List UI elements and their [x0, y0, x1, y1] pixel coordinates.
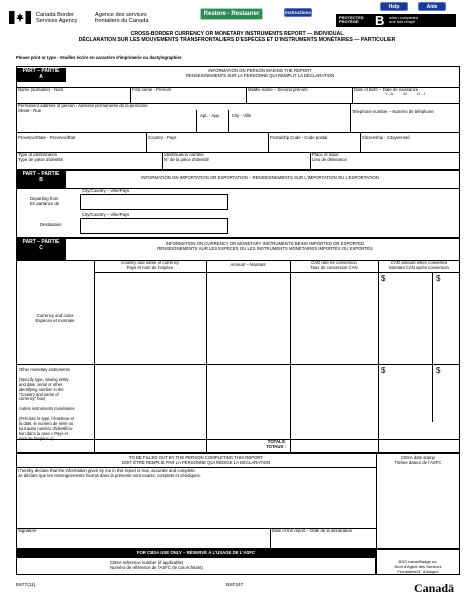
col-country-header: Country and name of currency Pays et nom de l'espèce	[121, 260, 179, 270]
street-field[interactable]	[18, 120, 194, 129]
destination-city-country-label: City/Country – Ville/Pays	[82, 212, 130, 217]
destination-label: Destination	[40, 222, 62, 227]
first-name-field[interactable]	[132, 95, 242, 102]
phone-field[interactable]	[352, 120, 458, 129]
form-title-fr: DÉCLARATION SUR LES MOUVEMENTS TRANSFRONTALIERS D'ESPÈCES ET D'INSTRUMENTS MONÉTAIRES — PARTICULIER	[78, 37, 396, 43]
cbsa-use-heading: FOR CBSA USE ONLY – RÉSERVÉ À L'USAGE DE L'ASFC	[136, 550, 256, 555]
cbsa-ref-field[interactable]	[250, 560, 372, 572]
other-dollar-sign: $	[381, 366, 386, 375]
help-button[interactable]: Help	[380, 2, 408, 11]
currency-dollar-sign-2: $	[436, 274, 441, 283]
currency-dollar-sign: $	[381, 274, 386, 283]
form-title-en: CROSS-BORDER CURRENCY OR MONETARY INSTRUMENTS REPORT — INDIVIDUAL	[130, 31, 344, 37]
departing-label: Departing from En partance de	[30, 196, 60, 206]
name-label: Name (surname) - Nom	[18, 87, 64, 92]
issue-place-field[interactable]	[312, 163, 458, 169]
protected-label: PROTECTED PROTÉGÉ	[339, 14, 364, 25]
part-a-label: PART – PARTIE A	[16, 68, 66, 82]
citizenship-field[interactable]	[362, 142, 458, 151]
other-country-field[interactable]	[96, 366, 204, 436]
protected-level: B	[375, 13, 385, 28]
surname-field[interactable]	[18, 95, 128, 102]
issue-place-label: Place of issue Lieu de délivrance	[312, 152, 347, 162]
agency-name-en: Canada Border Services Agency	[36, 12, 78, 25]
report-date-label: Date of the report – Date de la déclaration	[272, 528, 353, 533]
province-field[interactable]	[18, 142, 144, 151]
middle-name-label: Middle name – Second prénom	[248, 87, 308, 92]
cbsa-ref-label: CBSA reference number (if applicable) Numéro de référence de l'ASFC (le cas échéant)	[110, 560, 203, 570]
bso-label: BSO name/Badge no. Nom d'Agent des Services Frontaliers/N° d'insigne	[394, 559, 442, 574]
currency-country-field[interactable]	[96, 274, 204, 362]
protected-note: when completed une fois rempli	[389, 14, 419, 25]
declaration-heading: TO BE FILLED OUT BY THE PERSON COMPLETING THIS REPORT DOIT ÊTRE REMPLIE PAR LA PERSONNE QUI RÉDIGE LA DÉCLARATION	[121, 455, 271, 465]
currency-rate-field[interactable]	[292, 274, 376, 362]
part-b-heading: INFORMATION ON IMPORTATION OR EXPORTATION – RENSEIGNEMENTS SUR L'IMPORTATION OU L'EXPORTATION	[141, 175, 379, 180]
currency-amount-field[interactable]	[208, 274, 288, 362]
postal-field[interactable]	[270, 142, 358, 151]
province-label: Province/State - Province/État	[18, 135, 76, 140]
country-field[interactable]	[148, 142, 266, 151]
agency-name-fr: Agence des services frontaliers du Canada	[95, 12, 149, 25]
id-number-label: Identification number N° de la pièce d'identité	[164, 152, 210, 162]
phone-label: Telephone number – Numéro de téléphone	[352, 109, 434, 114]
aide-button[interactable]: Aide	[418, 2, 446, 11]
canada-wordmark: Canadä	[414, 581, 455, 595]
totals-field[interactable]	[380, 441, 458, 451]
other-amount-field[interactable]	[208, 366, 288, 436]
currency-label: Currency and coins Espèces et monnaie	[35, 313, 75, 323]
departing-field[interactable]	[80, 194, 228, 210]
part-b-label: PART – PARTIE B	[16, 170, 66, 188]
other-rate-field[interactable]	[292, 366, 376, 436]
totals-label: TOTALS: TOTAUX :	[266, 439, 286, 449]
city-label: City - Ville	[232, 113, 252, 118]
other-instruments-label: Other monetary instruments (Specify type, issuing entity and date, serial or other identifying number in the "Country and name of currency" box) Autres instruments monétaires (Précisez le type, l'émetteur et la date, le numéro de série ou tout autre numéro d'identifica- tion dans la case « Pays et nom de l'espèce »)	[19, 367, 75, 441]
form-number: E677(11)	[16, 583, 36, 588]
postal-label: Postal/Zip Code - Code postal	[270, 135, 328, 140]
col-cad-header: CAD amount when converted Montant CAN après conversion	[389, 260, 449, 270]
id-type-field[interactable]	[18, 163, 160, 169]
id-number-field[interactable]	[164, 163, 308, 169]
part-c-heading: INFORMATION ON CURRENCY OR MONETARY INSTRUMENTS BEING IMPORTED OR EXPORTED RENSEIGNEMENTS SUR LES ESPÈCES OU LES INSTRUMENTS MONÉTAIRES IMPORTÉS OU EXPORTÉS	[157, 241, 373, 251]
declaration-statement: I hereby declare that the information given by me in this report is true, accurate and complete. Je déclare que les renseignements fournis dans la présente sont exacts, complets et véridiques.	[18, 468, 201, 478]
citizenship-label: Citizenship - Citoyenneté	[362, 135, 410, 140]
protected-b-badge	[336, 14, 456, 27]
col-amount-header: Amount – Montant	[230, 262, 266, 267]
address-label: Permanent address of person - Adresse permanente de la personne Street - Rue	[18, 103, 148, 113]
part-c-label: PART – PARTIE C	[16, 238, 66, 260]
city-field[interactable]	[230, 120, 348, 129]
flag-icon	[9, 11, 31, 24]
apt-field[interactable]	[198, 120, 226, 129]
id-type-label: Type of identification Type de pièce d'identité	[18, 152, 64, 162]
restore-button[interactable]: Restore - Restaurer	[200, 8, 263, 20]
print-note: Please print or type - Veuillez écrire en caractère d'imprimerie ou dactylographier	[16, 55, 182, 60]
other-dollar-sign-2: $	[436, 366, 441, 375]
apt-label: Apt. - App.	[200, 113, 221, 118]
destination-field[interactable]	[80, 218, 228, 234]
dob-format: Y - A M D - J	[385, 92, 426, 96]
part-a-heading: INFORMATION ON PERSON MAKING THE REPORT RENSEIGNEMENTS SUR LA PERSONNE QUI REMPLIT LA DÉCLARATION	[185, 68, 335, 78]
report-date-field[interactable]	[272, 536, 374, 547]
cbsa-date-stamp-label: CBSA date stamp Timbre dateur de l'ASFC	[394, 455, 442, 465]
middle-name-field[interactable]	[248, 95, 348, 102]
signature-field[interactable]	[18, 536, 268, 547]
dob-label: Date of Birth – Date de naissance	[354, 87, 419, 92]
instructions-button[interactable]: Instructions	[285, 10, 311, 15]
departing-city-country-label: City/Country – Ville/Pays	[82, 188, 130, 193]
country-label: Country - Pays	[148, 135, 177, 140]
bsf-number: BSF247	[226, 583, 244, 588]
first-name-label: First name - Prénom	[132, 87, 172, 92]
col-rate-header: CAD rate for conversion Taux de conversion CAN	[310, 260, 358, 270]
canada-flag-logo	[9, 11, 31, 24]
signature-label: Signature	[18, 528, 37, 533]
